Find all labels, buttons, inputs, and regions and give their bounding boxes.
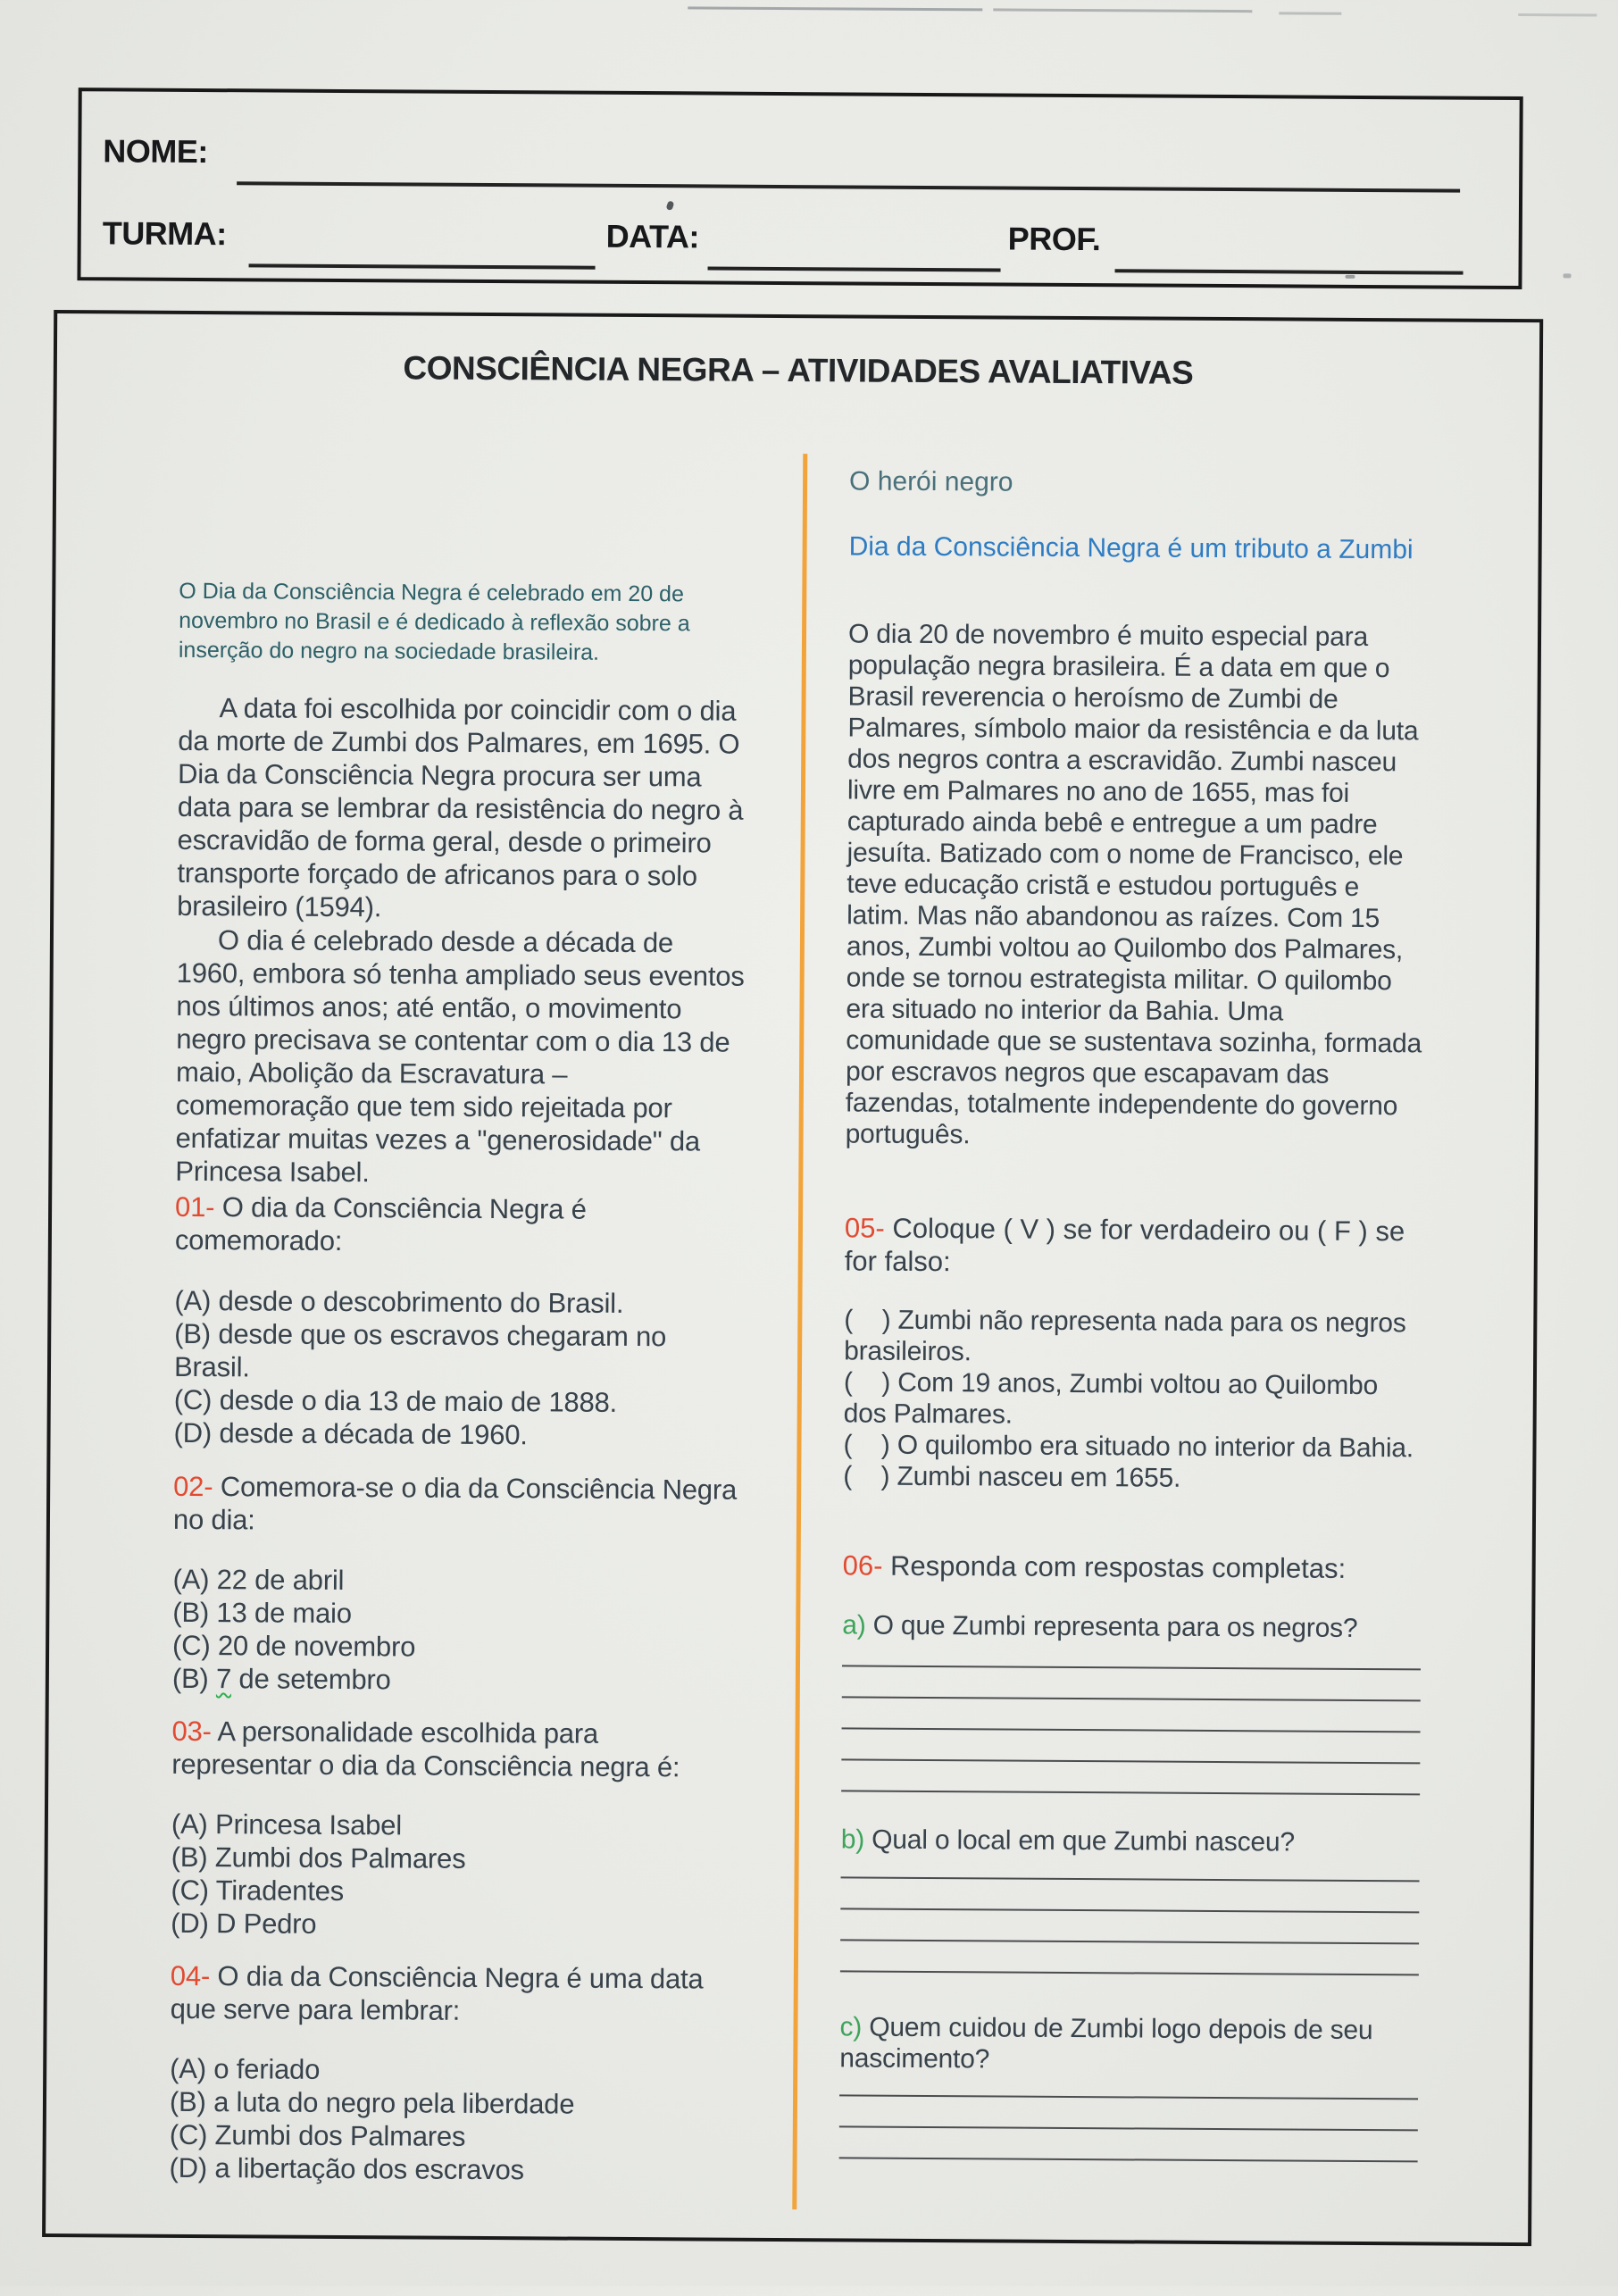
question-3-heading [171, 1715, 743, 1784]
answer-line [840, 1941, 1419, 1975]
body-paragraph: O dia é celebrado desde a década de 1960, embora só tenha ampliado seus eventos nos últimos anos; até então, o movimento negro precisava se contentar com o dia 13 de maio, Abolição da Escravatura – comemoração que tem sido rejeitada por enfatizar muitas vezes a "generosidade" da Princesa Isabel. [175, 924, 745, 1189]
question-3-number: 03- [171, 1715, 212, 1748]
question-1-heading [175, 1190, 746, 1260]
true-false-items [843, 1304, 1422, 1495]
page-title: CONSCIÊNCIA NEGRA – ATIVIDADES AVALIATIVAS [403, 349, 1194, 391]
question-6-heading [843, 1549, 1422, 1585]
question-4-options [169, 2052, 741, 2188]
option-a: (A) desde o descobrimento do Brasil. [174, 1284, 624, 1319]
scan-artifact-line [688, 6, 982, 11]
date-blank-line [708, 266, 1001, 271]
option-d: (D) desde a década de 1960. [173, 1416, 528, 1451]
question-5-text: Coloque ( V ) se for verdadeiro ou ( F ) se for falso: [844, 1212, 1405, 1278]
student-info-box [77, 88, 1522, 289]
answer-line [839, 2065, 1418, 2100]
answer-lines-c [839, 2065, 1419, 2162]
question-3-text: A personalidade escolhida para representar o dia da Consciência negra é: [171, 1716, 680, 1783]
answer-line [841, 1729, 1420, 1764]
article-kicker: O herói negro [848, 466, 1013, 497]
answer-line [840, 1909, 1419, 1944]
option-d: (B) 7 de setembro [171, 1662, 391, 1696]
option-c: (C) Zumbi dos Palmares [169, 2118, 466, 2152]
option-b: (B) Zumbi dos Palmares [171, 1841, 466, 1874]
option-c: (C) Tiradentes [171, 1874, 345, 1908]
question-1-number: 01- [175, 1190, 215, 1223]
question-3-options [171, 1808, 743, 1943]
true-false-item: ( ) Zumbi não representa nada para os negros brasileiros. [844, 1305, 1406, 1367]
body-paragraph: A data foi escolhida por coincidir com o dia da morte de Zumbi dos Palmares, em 1695. O Dia da Consciência Negra procura ser uma data para se lembrar da resistência do negro à escravidão de forma geral, desde o primeiro transporte forçado de africanos para o solo brasileiro (1594). [177, 692, 744, 923]
date-label: DATA: [605, 217, 700, 255]
sub-question-a-letter: a) [842, 1610, 866, 1641]
true-false-item: ( ) O quilombo era situado no interior da Bahia. [843, 1430, 1414, 1464]
question-6-text: Responda com respostas completas: [890, 1549, 1347, 1584]
teacher-label: PROF. [1007, 220, 1101, 258]
answer-lines-a [841, 1635, 1421, 1795]
option-d: (D) D Pedro [171, 1907, 317, 1940]
option-d: (D) a libertação dos escravos [169, 2151, 525, 2186]
option-c: (C) 20 de novembro [172, 1629, 416, 1663]
true-false-item: ( ) Com 19 anos, Zumbi voltou ao Quilombo dos Palmares. [843, 1367, 1379, 1430]
answer-line [842, 1635, 1421, 1670]
scan-artifact-speck [1563, 273, 1571, 278]
option-a: (A) 22 de abril [172, 1563, 345, 1597]
sub-question-c-letter: c) [839, 2012, 863, 2042]
name-blank-line [237, 181, 1460, 192]
answer-lines-b [840, 1847, 1420, 1975]
question-2-text: Comemora-se o dia da Consciência Negra no dia: [172, 1471, 738, 1536]
question-4-heading [171, 1959, 742, 2029]
teacher-blank-line [1115, 269, 1464, 274]
class-blank-line [249, 263, 596, 269]
question-2-options [172, 1563, 745, 1699]
scan-artifact-line [1518, 13, 1597, 17]
question-2-number: 02- [173, 1470, 213, 1503]
scan-artifact-line [993, 8, 1252, 13]
question-5-heading [845, 1211, 1423, 1281]
answer-line [839, 2096, 1418, 2131]
intro-paragraph: O Dia da Consciência Negra é celebrado em 20 de novembro no Brasil e é dedicado à reflexão sobre a inserção do negro na sociedade brasileira. [178, 578, 690, 665]
spellcheck-underlined-word: 7 [215, 1663, 232, 1695]
question-4-text: O dia da Consciência Negra é uma data que serve para lembrar: [170, 1960, 704, 2026]
scan-artifact-line [1279, 12, 1341, 14]
class-label: TURMA: [102, 214, 227, 253]
question-2-heading [173, 1470, 745, 1540]
option-b: (B) a luta do negro pela liberdade [169, 2085, 575, 2120]
answer-line [841, 1847, 1420, 1882]
sub-question-c-text: Quem cuidou de Zumbi logo depois de seu nascimento? [839, 2012, 1373, 2075]
question-1-options [173, 1284, 746, 1453]
worksheet-box [42, 310, 1543, 2246]
sub-question-a-text: O que Zumbi representa para os negros? [872, 1610, 1358, 1643]
answer-line [840, 1878, 1419, 1913]
option-b: (B) desde que os escravos chegaram no Brasil. [173, 1317, 667, 1383]
article-subtitle: Dia da Consciência Negra é um tributo a Zumbi [848, 531, 1414, 565]
option-a: (A) o feriado [170, 2052, 321, 2085]
question-4-number: 04- [170, 1959, 211, 1992]
question-5-number: 05- [844, 1212, 885, 1244]
sub-question-b-text: Qual o local em que Zumbi nasceu? [872, 1824, 1295, 1858]
option-a: (A) Princesa Isabel [171, 1808, 403, 1841]
answer-line [842, 1698, 1421, 1732]
column-divider [792, 454, 807, 2209]
question-6-number: 06- [842, 1549, 883, 1582]
sub-question-b-letter: b) [840, 1824, 865, 1855]
name-label: NOME: [103, 132, 208, 171]
answer-line [841, 1760, 1420, 1795]
article-body: O dia 20 de novembro é muito especial para população negra brasileira. É a data em que o Brasil reverencia o heroísmo de Zumbi de Palmares, símbolo maior da resistência e da luta dos negros contra a escravidão. Zumbi nasceu livre em Palmares no ano de 1655, mas foi capturado ainda bebê e entregue a um padre jesuíta. Batizado com o nome de Francisco, ele teve educação cristã e estudou português e latim. Mas não abandonou as raízes. Com 15 anos, Zumbi voltou ao Quilombo dos Palmares, onde se tornou estrategista militar. O quilombo era situado no interior da Bahia. Uma comunidade que se sustentava sozinha, formada por escravos negros que escapavam das fazendas, totalmente independente do governo português. [845, 619, 1422, 1150]
true-false-item: ( ) Zumbi nasceu em 1655. [843, 1461, 1181, 1493]
answer-line [839, 2127, 1418, 2162]
option-b: (B) 13 de maio [172, 1596, 352, 1630]
question-1-text: O dia da Consciência Negra é comemorado: [174, 1191, 587, 1257]
answer-line [842, 1666, 1421, 1701]
option-c: (C) desde o dia 13 de maio de 1888. [173, 1383, 618, 1418]
